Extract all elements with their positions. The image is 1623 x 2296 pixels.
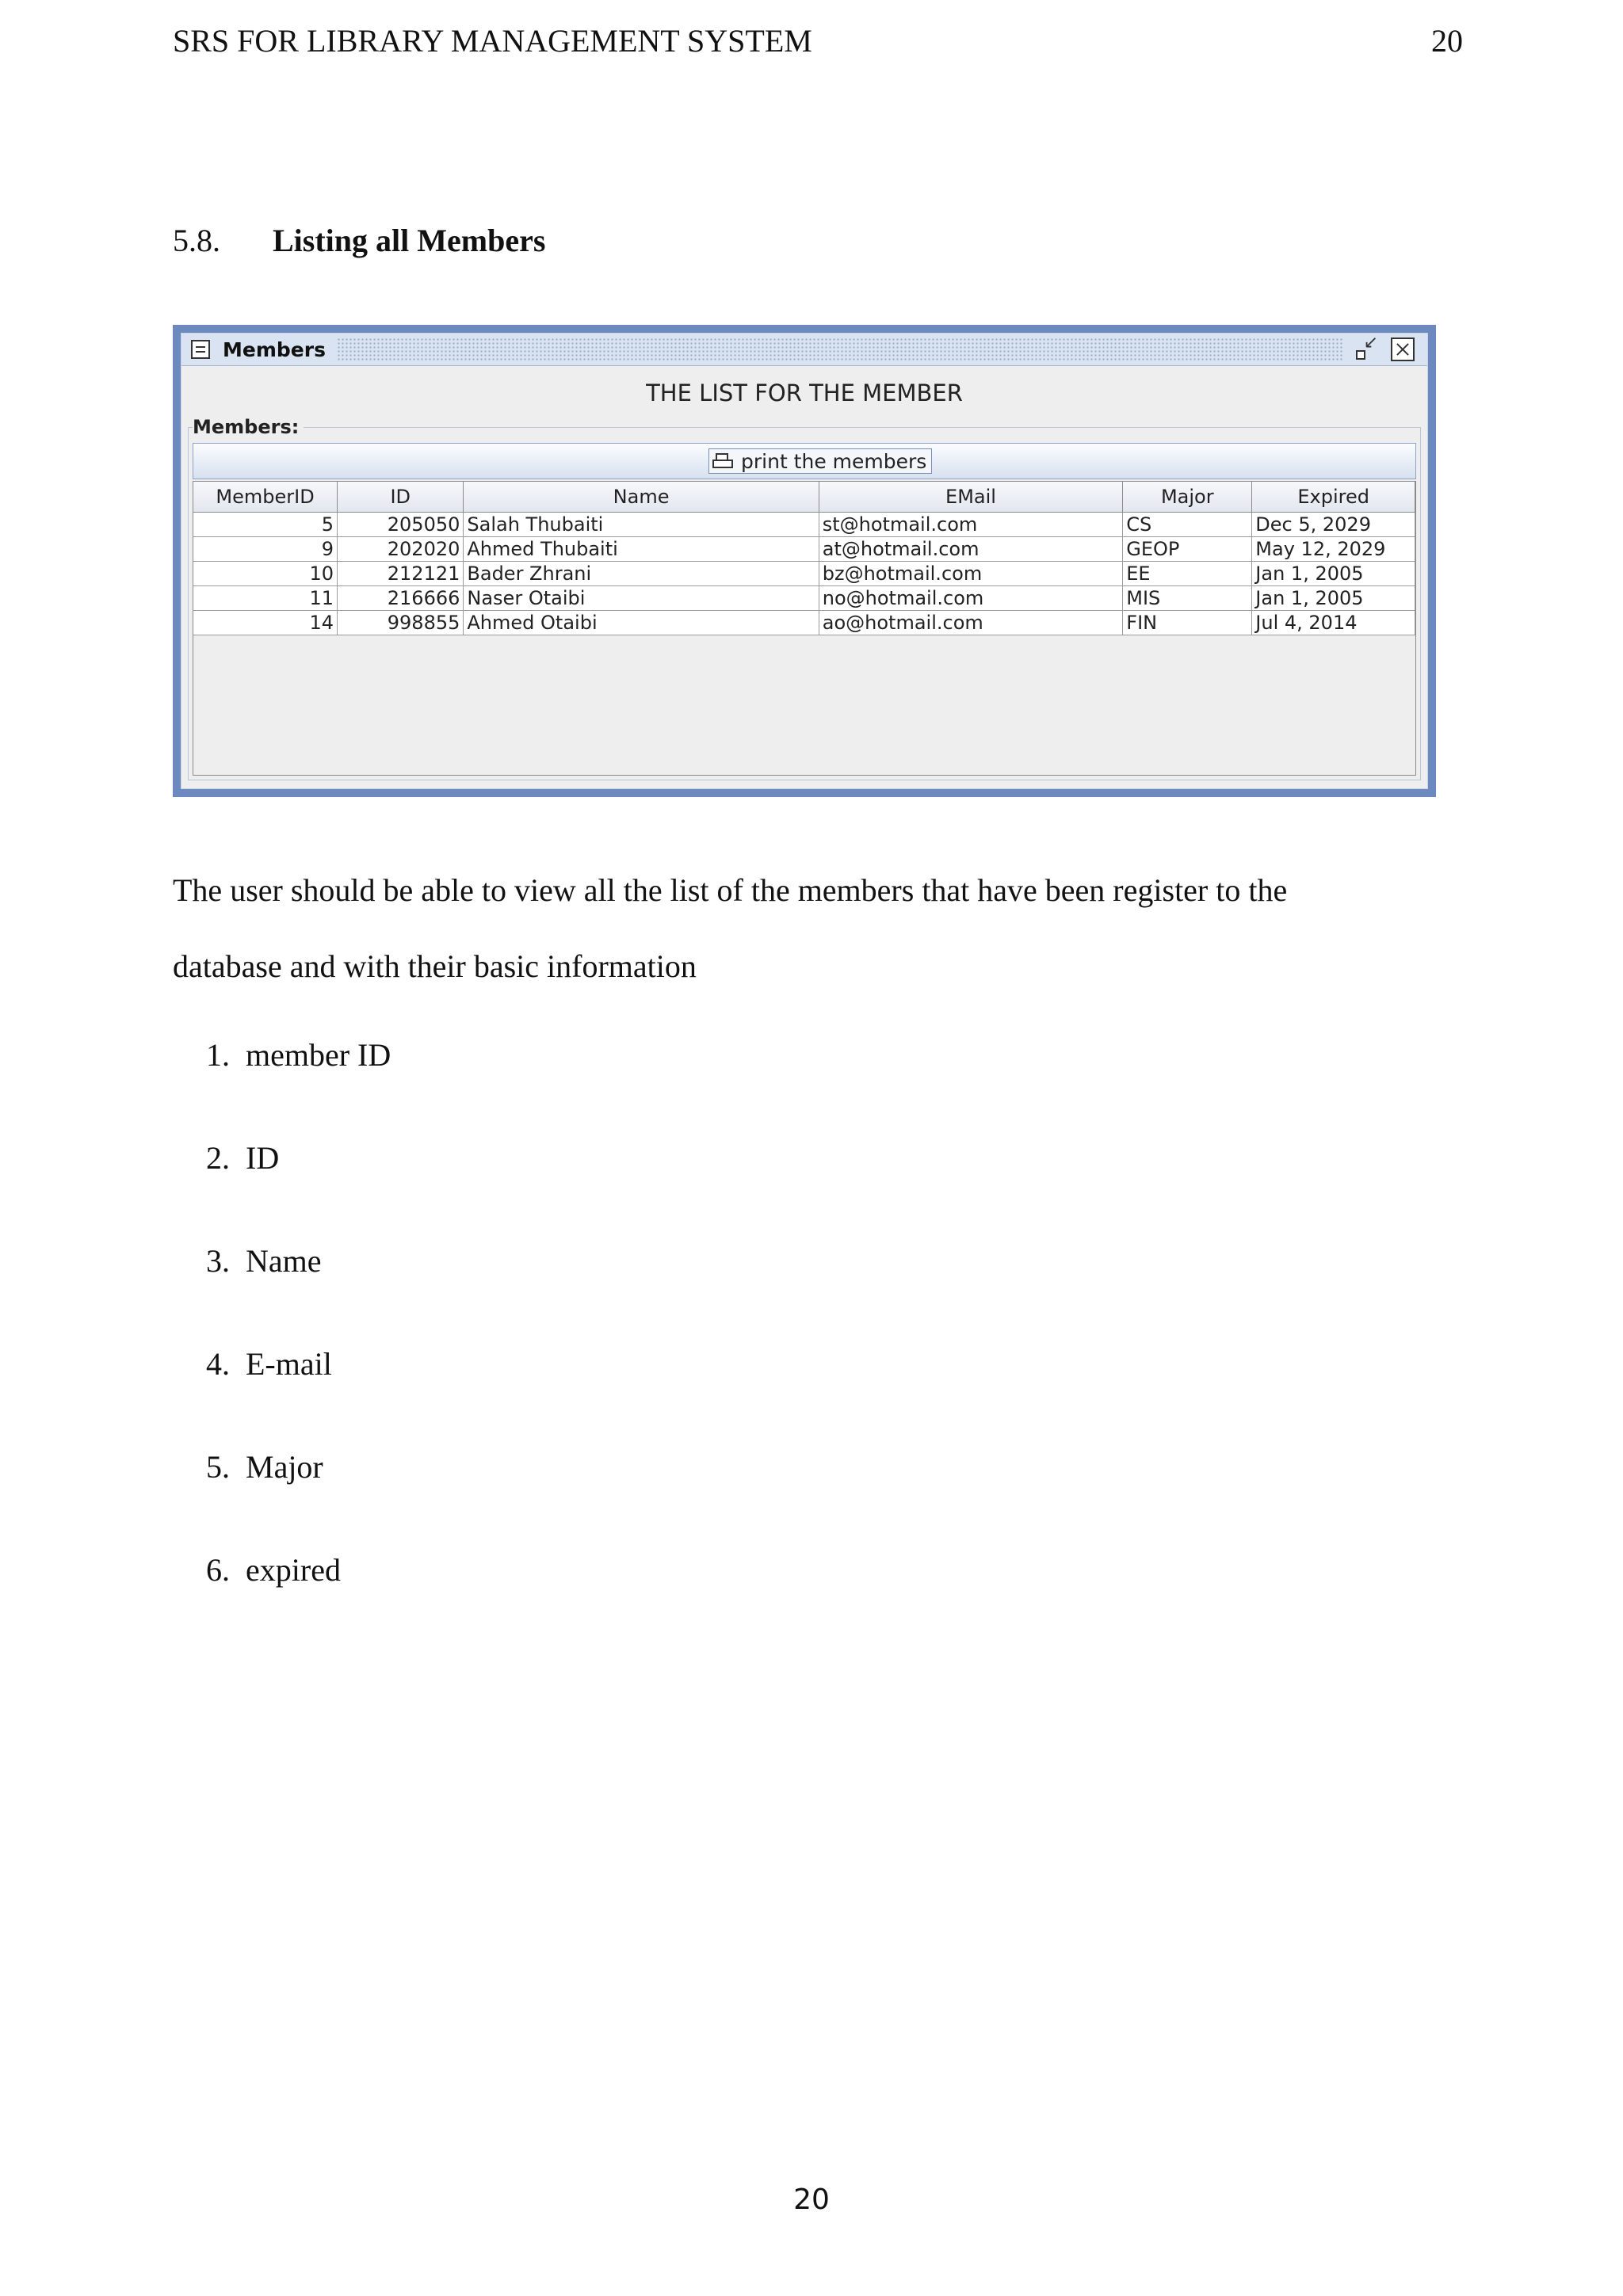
cell-id[interactable]: 998855 [338, 611, 464, 635]
cell-name[interactable]: Ahmed Otaibi [464, 611, 819, 635]
cell-major[interactable]: MIS [1123, 586, 1252, 611]
table-header-row [193, 482, 1415, 513]
list-label: Name [246, 1243, 322, 1279]
column-header-name[interactable]: Name [464, 482, 819, 513]
cell-id[interactable]: 212121 [338, 562, 464, 586]
cell-id[interactable]: 205050 [338, 513, 464, 537]
titlebar-grip [337, 338, 1343, 361]
cell-major[interactable]: FIN [1123, 611, 1252, 635]
cell-name[interactable]: Salah Thubaiti [464, 513, 819, 537]
cell-memberid[interactable]: 5 [193, 513, 338, 537]
cell-expired[interactable]: Dec 5, 2029 [1252, 513, 1415, 537]
window-body [181, 333, 1428, 789]
restore-icon[interactable] [1354, 338, 1378, 361]
column-header-email[interactable]: EMail [819, 482, 1123, 513]
list-index: 6. [206, 1552, 230, 1588]
column-header-expired[interactable]: Expired [1252, 482, 1415, 513]
list-index: 2. [206, 1140, 230, 1176]
cell-major[interactable]: EE [1123, 562, 1252, 586]
cell-expired[interactable]: May 12, 2029 [1252, 537, 1415, 562]
list-item [173, 1448, 391, 1551]
running-title: SRS FOR LIBRARY MANAGEMENT SYSTEM [173, 23, 812, 59]
table-row[interactable] [193, 611, 1415, 635]
members-table [193, 482, 1415, 635]
window-title: Members [223, 338, 326, 361]
print-toolbar [193, 443, 1416, 479]
member-fields-list [173, 1036, 391, 1654]
list-index: 5. [206, 1449, 230, 1485]
list-index: 1. [206, 1037, 230, 1073]
members-group-label: Members: [193, 416, 304, 438]
members-window-screenshot [173, 325, 1436, 797]
list-item [173, 1551, 391, 1654]
list-item [173, 1139, 391, 1242]
cell-email[interactable]: bz@hotmail.com [819, 562, 1123, 586]
table-row[interactable] [193, 562, 1415, 586]
description-paragraph [173, 852, 1457, 1005]
section-heading [173, 222, 545, 259]
cell-memberid[interactable]: 14 [193, 611, 338, 635]
header-page-number: 20 [1431, 23, 1463, 59]
printer-icon [712, 453, 733, 469]
cell-expired[interactable]: Jan 1, 2005 [1252, 562, 1415, 586]
list-label: member ID [246, 1037, 391, 1073]
list-label: Major [246, 1449, 323, 1485]
cell-email[interactable]: st@hotmail.com [819, 513, 1123, 537]
cell-id[interactable]: 202020 [338, 537, 464, 562]
running-header [173, 22, 1463, 59]
window-titlebar[interactable] [181, 334, 1427, 366]
close-icon[interactable] [1391, 338, 1415, 361]
form-title: THE LIST FOR THE MEMBER [646, 379, 963, 406]
members-table-scrollpane[interactable] [193, 481, 1416, 776]
list-item [173, 1345, 391, 1448]
table-row[interactable] [193, 586, 1415, 611]
column-header-major[interactable]: Major [1123, 482, 1252, 513]
list-item [173, 1036, 391, 1139]
paragraph-line: database and with their basic information [173, 948, 697, 984]
cell-major[interactable]: GEOP [1123, 537, 1252, 562]
table-row[interactable] [193, 513, 1415, 537]
column-header-id[interactable]: ID [338, 482, 464, 513]
cell-expired[interactable]: Jan 1, 2005 [1252, 586, 1415, 611]
list-label: expired [246, 1552, 341, 1588]
cell-name[interactable]: Ahmed Thubaiti [464, 537, 819, 562]
list-label: ID [246, 1140, 280, 1176]
section-number: 5.8. [173, 223, 220, 258]
section-title: Listing all Members [273, 223, 546, 258]
list-index: 4. [206, 1346, 230, 1382]
paragraph-line: The user should be able to view all the list of the members that have been register to the [173, 872, 1288, 908]
cell-name[interactable]: Naser Otaibi [464, 586, 819, 611]
cell-email[interactable]: no@hotmail.com [819, 586, 1123, 611]
cell-major[interactable]: CS [1123, 513, 1252, 537]
cell-name[interactable]: Bader Zhrani [464, 562, 819, 586]
cell-id[interactable]: 216666 [338, 586, 464, 611]
list-index: 3. [206, 1243, 230, 1279]
footer-page-number: 20 [793, 2183, 830, 2216]
list-label: E-mail [246, 1346, 332, 1382]
print-members-label: print the members [741, 449, 927, 473]
cell-memberid[interactable]: 10 [193, 562, 338, 586]
column-header-memberid[interactable]: MemberID [193, 482, 338, 513]
print-members-button[interactable] [708, 448, 932, 474]
window-menu-icon[interactable] [191, 340, 210, 359]
cell-memberid[interactable]: 9 [193, 537, 338, 562]
cell-memberid[interactable]: 11 [193, 586, 338, 611]
table-row[interactable] [193, 537, 1415, 562]
cell-email[interactable]: ao@hotmail.com [819, 611, 1123, 635]
cell-email[interactable]: at@hotmail.com [819, 537, 1123, 562]
cell-expired[interactable]: Jul 4, 2014 [1252, 611, 1415, 635]
list-item [173, 1242, 391, 1345]
